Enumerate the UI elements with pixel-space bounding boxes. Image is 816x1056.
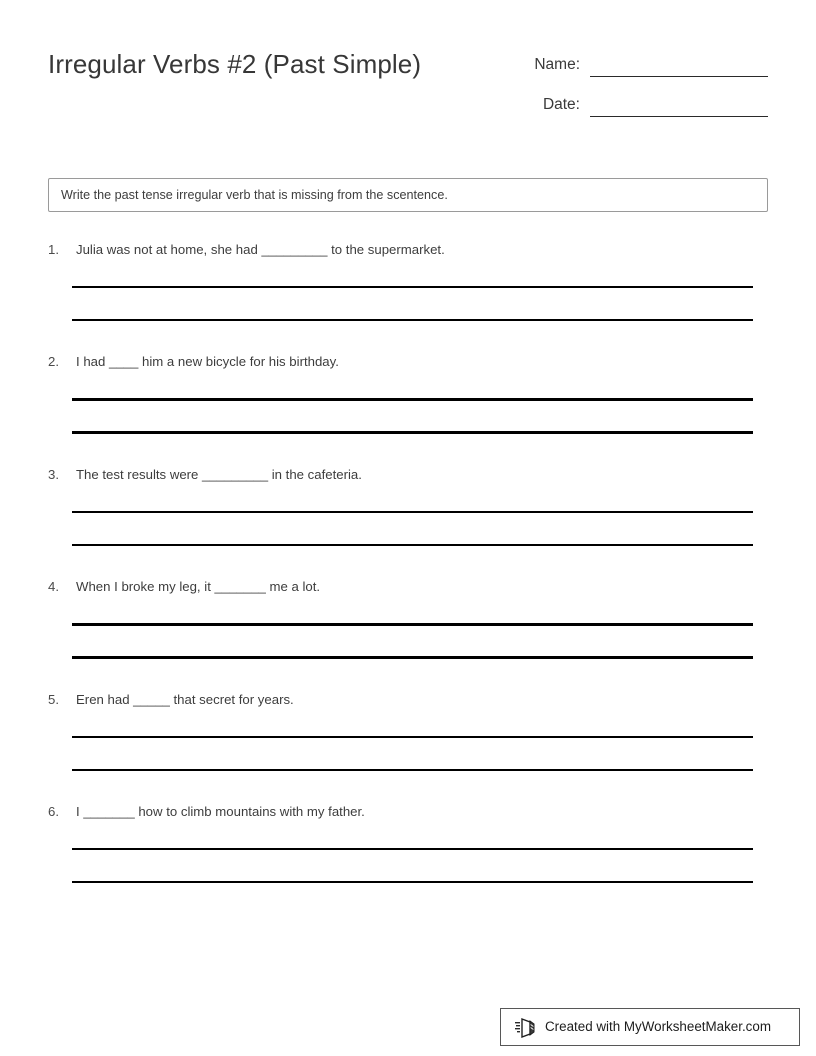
answer-write-line[interactable] — [72, 623, 753, 625]
questions-list — [48, 240, 768, 914]
page-title: Irregular Verbs #2 (Past Simple) — [48, 49, 422, 79]
instruction-box — [48, 178, 768, 212]
question-number: 2. — [48, 354, 59, 370]
answer-lines — [72, 286, 753, 321]
answer-lines — [72, 736, 753, 771]
question-number: 3. — [48, 466, 59, 482]
answer-write-line[interactable] — [72, 398, 753, 400]
question-prompt — [48, 240, 768, 260]
answer-write-line[interactable] — [72, 848, 753, 850]
question-number: 1. — [48, 242, 59, 257]
created-with-badge[interactable] — [500, 1008, 800, 1046]
question-item — [48, 802, 768, 914]
question-text: Eren had _____ that secret for years. — [76, 691, 294, 707]
myworksheetmaker-logo-icon — [515, 1016, 537, 1038]
question-text: I had ____ him a new bicycle for his birthday. — [76, 354, 339, 370]
question-item — [48, 240, 768, 352]
name-label: Name: — [534, 56, 580, 73]
answer-write-line[interactable] — [72, 881, 753, 883]
question-prompt — [48, 802, 768, 822]
student-fields — [468, 54, 768, 134]
answer-write-line[interactable] — [72, 736, 753, 738]
question-item — [48, 690, 768, 802]
date-field-row — [468, 94, 768, 134]
answer-lines — [72, 511, 753, 546]
question-number: 5. — [48, 691, 59, 707]
name-field-row — [468, 54, 768, 94]
instruction-text: Write the past tense irregular verb that is missing from the scentence. — [61, 188, 448, 202]
question-prompt — [48, 577, 768, 597]
created-with-label: Created with MyWorksheetMaker.com — [545, 1019, 771, 1034]
answer-lines — [72, 398, 753, 433]
question-item — [48, 352, 768, 464]
question-number: 4. — [48, 579, 59, 595]
worksheet-header — [48, 44, 768, 140]
question-number: 6. — [48, 803, 59, 819]
answer-lines — [72, 623, 753, 658]
question-text: When I broke my leg, it _______ me a lot. — [76, 579, 321, 595]
question-prompt — [48, 690, 768, 710]
answer-write-line[interactable] — [72, 511, 753, 513]
name-input-line[interactable] — [590, 54, 768, 77]
answer-write-line[interactable] — [72, 544, 753, 546]
question-text: I _______ how to climb mountains with my father. — [76, 803, 365, 819]
question-prompt — [48, 352, 768, 372]
answer-write-line[interactable] — [72, 656, 753, 658]
question-prompt — [48, 465, 768, 485]
question-item — [48, 465, 768, 577]
question-text: The test results were _________ in the cafeteria. — [76, 466, 362, 482]
question-item — [48, 577, 768, 689]
question-text: Julia was not at home, she had _________ to the supermarket. — [76, 242, 445, 257]
answer-write-line[interactable] — [72, 431, 753, 433]
answer-write-line[interactable] — [72, 769, 753, 771]
date-label: Date: — [542, 96, 580, 113]
answer-write-line[interactable] — [72, 319, 753, 321]
answer-write-line[interactable] — [72, 286, 753, 288]
answer-lines — [72, 848, 753, 883]
date-input-line[interactable] — [590, 94, 768, 117]
